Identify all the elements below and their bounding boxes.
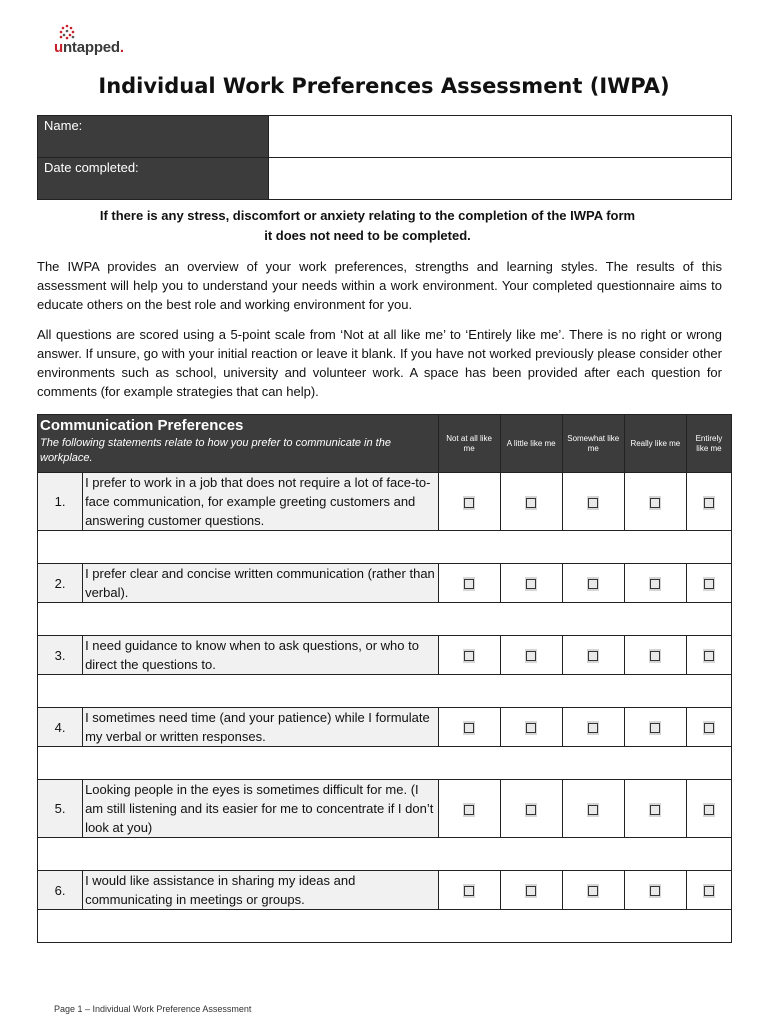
- checkbox-icon: [463, 884, 475, 898]
- date-completed-label: Date completed:: [38, 158, 269, 200]
- checkbox-really[interactable]: [624, 473, 686, 531]
- checkbox-icon: [525, 884, 537, 898]
- table-header-row: [38, 415, 732, 473]
- question-number: 2.: [38, 564, 83, 603]
- checkbox-icon: [587, 803, 599, 817]
- comment-row: [38, 603, 732, 636]
- checkbox-not-at-all[interactable]: [438, 708, 500, 747]
- checkbox-icon: [649, 884, 661, 898]
- comment-row: [38, 910, 732, 943]
- checkbox-icon: [463, 721, 475, 735]
- checkbox-icon: [649, 496, 661, 510]
- name-label: Name:: [38, 116, 269, 158]
- checkbox-icon: [525, 721, 537, 735]
- checkbox-icon: [525, 803, 537, 817]
- question-row: [38, 473, 732, 531]
- scale-header-somewhat: Somewhat like me: [562, 415, 624, 473]
- untapped-logo: [54, 24, 144, 60]
- checkbox-icon: [703, 577, 715, 591]
- checkbox-entirely[interactable]: [686, 636, 731, 675]
- date-row: [38, 158, 732, 200]
- comment-field[interactable]: [38, 603, 732, 636]
- checkbox-icon: [587, 884, 599, 898]
- checkbox-a-little[interactable]: [500, 636, 562, 675]
- checkbox-somewhat[interactable]: [562, 871, 624, 910]
- checkbox-a-little[interactable]: [500, 780, 562, 838]
- comment-field[interactable]: [38, 675, 732, 708]
- checkbox-icon: [587, 649, 599, 663]
- comment-row: [38, 747, 732, 780]
- checkbox-not-at-all[interactable]: [438, 636, 500, 675]
- checkbox-not-at-all[interactable]: [438, 564, 500, 603]
- checkbox-entirely[interactable]: [686, 780, 731, 838]
- scale-header-really: Really like me: [624, 415, 686, 473]
- comment-row: [38, 838, 732, 871]
- question-number: 3.: [38, 636, 83, 675]
- checkbox-not-at-all[interactable]: [438, 780, 500, 838]
- comment-field[interactable]: [38, 531, 732, 564]
- question-text: I sometimes need time (and your patience) while I formulate my verbal or written responses.: [83, 708, 439, 747]
- checkbox-somewhat[interactable]: [562, 780, 624, 838]
- checkbox-icon: [463, 496, 475, 510]
- checkbox-icon: [587, 721, 599, 735]
- intro-paragraph: The IWPA provides an overview of your work preferences, strengths and learning styles. The results of this assessment will help you to understand your needs within a work environment. Your completed questionnaire aims to educate others on the best role and working environment for you.: [37, 259, 722, 312]
- checkbox-icon: [703, 803, 715, 817]
- checkbox-entirely[interactable]: [686, 564, 731, 603]
- checkbox-icon: [649, 803, 661, 817]
- question-text: I would like assistance in sharing my ideas and communicating in meetings or groups.: [83, 871, 439, 910]
- checkbox-somewhat[interactable]: [562, 708, 624, 747]
- question-text: I prefer clear and concise written communication (rather than verbal).: [83, 564, 439, 603]
- checkbox-icon: [703, 884, 715, 898]
- scoring-paragraph: All questions are scored using a 5-point scale from ‘Not at all like me’ to ‘Entirely like me’. There is no right or wrong answer. If unsure, go with your initial reaction or leave it blank. If you have not worked previously please consider other environments such as school, university and volunteer work. A space has been provided after each question for comments (for example strategies that can help).: [37, 327, 722, 399]
- question-text: I prefer to work in a job that does not require a lot of face-to-face communication, for example greeting customers and answering customer questions.: [83, 473, 439, 531]
- section-title: Communication Preferences: [40, 417, 244, 434]
- checkbox-icon: [463, 803, 475, 817]
- checkbox-icon: [525, 577, 537, 591]
- question-number: 6.: [38, 871, 83, 910]
- page-title: Individual Work Preferences Assessment (IWPA): [98, 74, 670, 98]
- question-row: [38, 564, 732, 603]
- checkbox-icon: [649, 649, 661, 663]
- stress-notice: [60, 206, 675, 246]
- checkbox-somewhat[interactable]: [562, 473, 624, 531]
- checkbox-icon: [649, 577, 661, 591]
- question-row: [38, 871, 732, 910]
- checkbox-entirely[interactable]: [686, 708, 731, 747]
- communication-preferences-table: [37, 414, 732, 943]
- question-row: [38, 780, 732, 838]
- question-number: 1.: [38, 473, 83, 531]
- name-row: [38, 116, 732, 158]
- checkbox-a-little[interactable]: [500, 473, 562, 531]
- section-subtitle: The following statements relate to how you prefer to communicate in the workplace.: [40, 437, 391, 464]
- checkbox-icon: [587, 577, 599, 591]
- comment-field[interactable]: [38, 747, 732, 780]
- checkbox-a-little[interactable]: [500, 564, 562, 603]
- checkbox-somewhat[interactable]: [562, 564, 624, 603]
- checkbox-icon: [649, 721, 661, 735]
- checkbox-entirely[interactable]: [686, 473, 731, 531]
- scale-header-a-little: A little like me: [500, 415, 562, 473]
- checkbox-icon: [463, 649, 475, 663]
- name-field[interactable]: [269, 116, 732, 158]
- section-header: [38, 415, 439, 473]
- checkbox-a-little[interactable]: [500, 708, 562, 747]
- checkbox-not-at-all[interactable]: [438, 473, 500, 531]
- question-row: [38, 708, 732, 747]
- checkbox-really[interactable]: [624, 780, 686, 838]
- checkbox-icon: [525, 496, 537, 510]
- page-footer: Page 1 – Individual Work Preference Assessment: [54, 1004, 252, 1014]
- question-text: I need guidance to know when to ask questions, or who to direct the questions to.: [83, 636, 439, 675]
- question-row: [38, 636, 732, 675]
- checkbox-icon: [587, 496, 599, 510]
- question-number: 4.: [38, 708, 83, 747]
- checkbox-entirely[interactable]: [686, 871, 731, 910]
- checkbox-somewhat[interactable]: [562, 636, 624, 675]
- scale-header-not-at-all: Not at all like me: [438, 415, 500, 473]
- details-table: [37, 115, 732, 200]
- checkbox-really[interactable]: [624, 708, 686, 747]
- checkbox-icon: [525, 649, 537, 663]
- checkbox-a-little[interactable]: [500, 871, 562, 910]
- checkbox-icon: [703, 649, 715, 663]
- checkbox-really[interactable]: [624, 636, 686, 675]
- comment-field[interactable]: [38, 910, 732, 943]
- checkbox-not-at-all[interactable]: [438, 871, 500, 910]
- question-number: 5.: [38, 780, 83, 838]
- logo-wordmark: untapped.: [54, 39, 124, 56]
- notice-line-2: it does not need to be completed.: [264, 228, 471, 243]
- question-text: Looking people in the eyes is sometimes difficult for me. (I am still listening and its easier for me to concentrate if I don’t look at you): [83, 780, 439, 838]
- checkbox-icon: [703, 496, 715, 510]
- comment-row: [38, 531, 732, 564]
- comment-row: [38, 675, 732, 708]
- checkbox-icon: [703, 721, 715, 735]
- checkbox-icon: [463, 577, 475, 591]
- checkbox-really[interactable]: [624, 564, 686, 603]
- scale-header-entirely: Entirely like me: [686, 415, 731, 473]
- comment-field[interactable]: [38, 838, 732, 871]
- checkbox-really[interactable]: [624, 871, 686, 910]
- notice-line-1: If there is any stress, discomfort or anxiety relating to the completion of the IWPA form: [99, 208, 636, 223]
- date-completed-field[interactable]: [269, 158, 732, 200]
